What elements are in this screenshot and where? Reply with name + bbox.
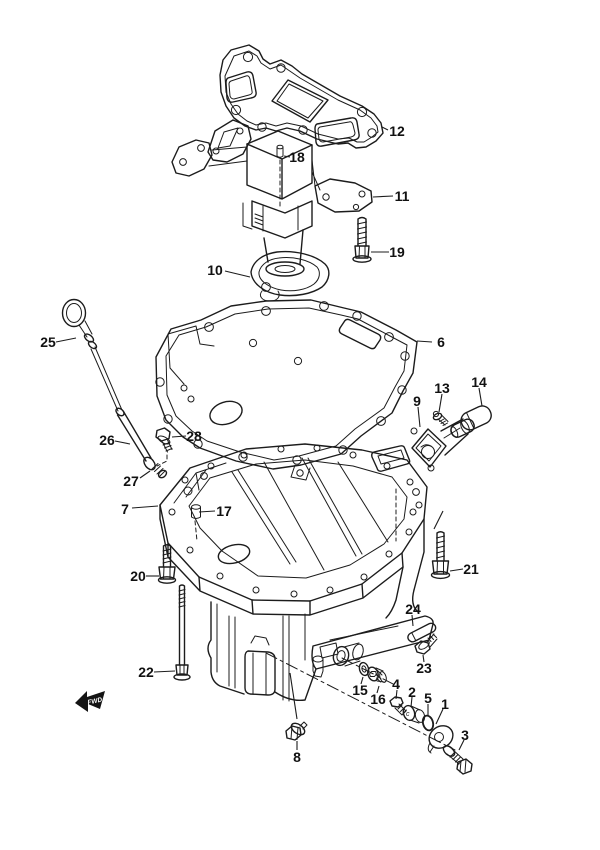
callout-1: 1 <box>441 696 449 712</box>
callout-26: 26 <box>99 432 115 448</box>
callout-15: 15 <box>352 682 368 698</box>
callout-25: 25 <box>40 334 56 350</box>
callout-14: 14 <box>471 374 487 390</box>
callout-17: 17 <box>216 503 232 519</box>
callout-12: 12 <box>389 123 405 139</box>
callout-22: 22 <box>138 664 154 680</box>
callout-18: 18 <box>289 149 305 165</box>
callout-11: 11 <box>394 188 410 204</box>
bolt-28 <box>156 428 172 466</box>
bolt-23 <box>415 634 437 654</box>
callout-8: 8 <box>293 749 301 765</box>
callout-13: 13 <box>434 380 450 396</box>
callout-28: 28 <box>186 428 202 444</box>
callout-7: 7 <box>121 501 129 517</box>
part-top-gasket <box>220 45 383 148</box>
bushing-mark: c <box>406 711 410 718</box>
callout-3: 3 <box>461 727 469 743</box>
bolt-3 <box>441 744 472 774</box>
leader-lines <box>56 127 482 750</box>
callout-24: 24 <box>405 601 421 617</box>
callout-6: 6 <box>437 334 445 350</box>
callout-23: 23 <box>416 660 432 676</box>
callout-5: 5 <box>424 690 432 706</box>
bolt-13 <box>432 411 448 425</box>
callout-21: 21 <box>463 561 479 577</box>
callout-4: 4 <box>392 676 400 692</box>
bolt-22 <box>174 585 190 680</box>
callout-19: 19 <box>389 244 405 260</box>
callout-2: 2 <box>408 684 416 700</box>
callout-27: 27 <box>123 473 139 489</box>
part-dipstick <box>63 300 168 480</box>
callout-10: 10 <box>207 262 223 278</box>
part-oring-5 <box>421 714 435 731</box>
fwd-arrow <box>75 691 105 712</box>
part-grommet-tube <box>449 403 494 439</box>
callout-9: 9 <box>413 393 421 409</box>
fwd-label: FWD <box>86 696 103 707</box>
part-plug-16 <box>342 658 399 687</box>
callout-20: 20 <box>130 568 146 584</box>
bolt-21 <box>432 511 450 578</box>
bolt-19 <box>353 218 371 263</box>
callout-16: 16 <box>370 691 386 707</box>
part-engine-holder-body <box>160 444 433 701</box>
